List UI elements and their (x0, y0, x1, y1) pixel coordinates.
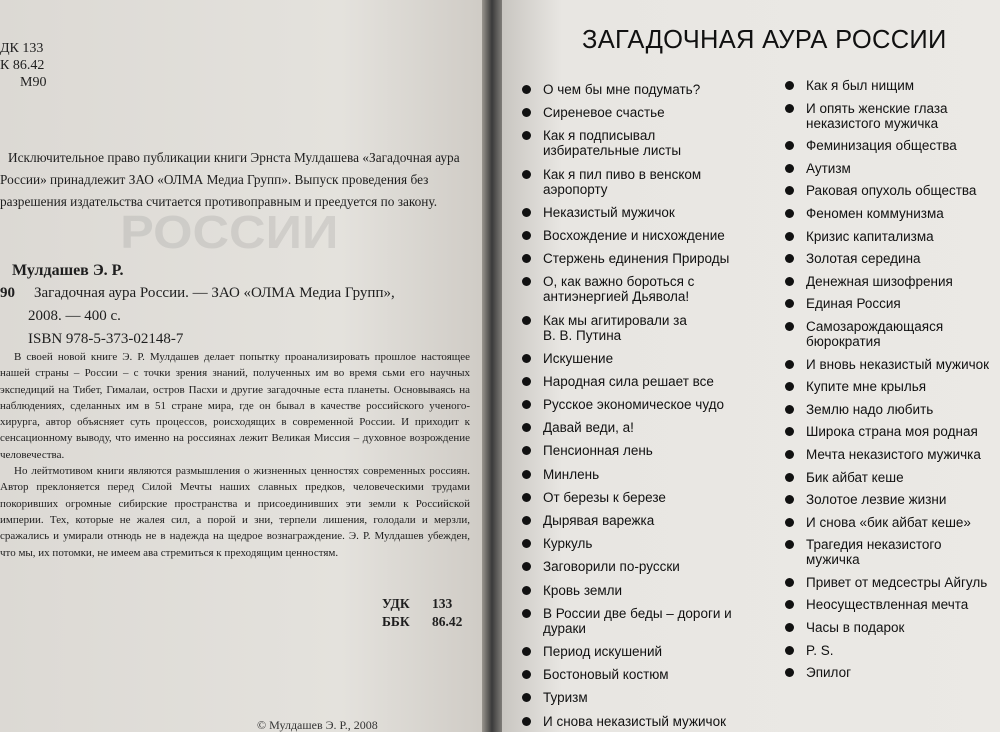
contents-item (782, 447, 998, 462)
contents-item-label: Сиреневое счастье (543, 105, 665, 121)
contents-item-label: Землю надо любить (806, 401, 934, 417)
udk-line: ДК 133 (0, 41, 44, 56)
contents-item-label: Бик айбат кеше (806, 469, 904, 485)
contents-item (782, 274, 998, 289)
contents-item-label: Искушение (543, 350, 614, 366)
contents-item (782, 319, 998, 349)
contents-item-label: Стержень единения Природы (543, 251, 730, 267)
contents-item (782, 357, 998, 372)
bullet-icon (785, 540, 794, 549)
bullet-icon (785, 646, 794, 655)
contents-item (782, 620, 998, 635)
contents-item (519, 714, 781, 729)
contents-item-label: Часы в подарок (806, 620, 905, 636)
catalog-year-pages: 2008. — 400 с. (28, 308, 121, 324)
bullet-icon (522, 670, 531, 679)
contents-item-label: Народная сила решает все (543, 373, 714, 389)
contents-item (519, 559, 781, 574)
bullet-icon (785, 600, 794, 609)
bullet-icon (785, 518, 794, 527)
contents-item-label: Эпилог (806, 665, 852, 681)
contents-item (782, 597, 998, 612)
contents-item-label: Кризис капитализма (806, 228, 934, 244)
contents-item (782, 470, 998, 485)
bullet-icon (522, 470, 531, 479)
contents-item-label: Период искушений (543, 643, 663, 659)
contents-column-left (519, 82, 781, 732)
contents-item-label: Минлень (543, 466, 600, 482)
bullet-icon (785, 277, 794, 286)
annotation-paragraph: Но лейтмотивом книги являются размышления о жизненных ценностях современных россиян. Автор преклоняется перед Силой Мечты наших славных предков, человеческими трудами покоривших огромные сибирские пространства и присоединивших эти земли к Российской империи. Тех, которые не жалея сил, а порой и зни, терпели лишения, голодали и мерзли, сражались и умирали отнюдь не в надежда на щедрое вознаграждение. Э. Р. Мулдашев убежден, что мы, их потомки, не имеем ава стремиться к преходящим ценностям. (0, 465, 470, 559)
bullet-icon (522, 208, 531, 217)
contents-item (782, 424, 998, 439)
contents-item-label: Дырявая варежка (543, 513, 655, 528)
contents-item-label: Русское экономическое чудо (543, 397, 725, 413)
bullet-icon (522, 108, 531, 117)
bullet-icon (785, 322, 794, 331)
contents-item-label: Самозарождающаяся бюрократия (806, 318, 944, 349)
bullet-icon (522, 647, 531, 656)
bullet-icon (785, 668, 794, 677)
contents-item-label: О чем бы мне подумать? (543, 82, 701, 97)
contents-item (519, 128, 781, 158)
bbk-label: ББК (382, 614, 410, 629)
bullet-icon (785, 254, 794, 263)
contents-item-label: P. S. (806, 642, 834, 658)
bullet-icon (785, 450, 794, 459)
contents-item (782, 251, 998, 266)
contents-item (782, 643, 998, 658)
bullet-icon (785, 382, 794, 391)
contents-item (519, 82, 781, 97)
contents-item (782, 78, 998, 93)
contents-item (519, 667, 781, 682)
contents-item (519, 167, 781, 197)
bullet-icon (785, 623, 794, 632)
contents-item (519, 513, 781, 528)
contents-item-label: Как я подписывал избирательные листы (543, 128, 682, 159)
contents-item (519, 536, 781, 551)
contents-column-right (782, 78, 998, 688)
left-page (0, 0, 487, 732)
contents-item (519, 313, 781, 343)
bullet-icon (522, 377, 531, 386)
bullet-icon (785, 473, 794, 482)
catalog-author: Мулдашев Э. Р. (12, 262, 124, 279)
udk-block-top (0, 40, 46, 91)
bullet-icon (785, 578, 794, 587)
contents-item-label: И снова неказистый мужичок (543, 713, 726, 729)
bullet-icon (522, 693, 531, 702)
bullet-icon (522, 539, 531, 548)
contents-item-label: Куркуль (543, 536, 593, 552)
contents-item (782, 575, 998, 590)
contents-item (782, 379, 998, 394)
catalog-title-line (0, 282, 395, 305)
bullet-icon (522, 131, 531, 140)
bullet-icon (522, 170, 531, 179)
contents-item (519, 644, 781, 659)
bullet-icon (522, 316, 531, 325)
contents-item-label: И опять женские глаза неказистого мужичка (806, 100, 948, 131)
bullet-icon (785, 141, 794, 150)
bullet-icon (785, 186, 794, 195)
bbk-value: 86.42 (432, 614, 463, 629)
bullet-icon (522, 254, 531, 263)
contents-item (519, 274, 781, 304)
bullet-icon (522, 717, 531, 726)
bullet-icon (785, 360, 794, 369)
contents-item (782, 537, 998, 567)
contents-item-label: Широка страна моя родная (806, 424, 978, 440)
contents-item (782, 515, 998, 530)
bullet-icon (522, 400, 531, 409)
bullet-icon (522, 423, 531, 432)
contents-item-label: Неказистый мужичок (543, 204, 675, 220)
bullet-icon (522, 609, 531, 618)
bullet-icon (785, 232, 794, 241)
bullet-icon (522, 493, 531, 502)
udk-block-bottom (382, 595, 482, 631)
contents-item-label: Неосуществленная мечта (806, 597, 969, 613)
contents-item (782, 296, 998, 311)
contents-item-label: Феминизация общества (806, 138, 957, 154)
bullet-icon (522, 586, 531, 595)
contents-item-label: В России две беды – дороги и дураки (543, 605, 732, 636)
contents-item (519, 374, 781, 389)
copyright-line: © Мулдашев Э. Р., 2008 (257, 718, 378, 732)
contents-item (519, 606, 781, 636)
contents-item-label: Заговорили по-русски (543, 559, 680, 575)
bullet-icon (785, 405, 794, 414)
contents-item (519, 205, 781, 220)
contents-item (782, 402, 998, 417)
contents-item-label: Давай веди, а! (543, 420, 634, 436)
bullet-icon (522, 446, 531, 455)
contents-item (519, 105, 781, 120)
contents-item (519, 228, 781, 243)
bbk-line: К 86.42 (0, 58, 45, 73)
bullet-icon (785, 164, 794, 173)
contents-item-label: Привет от медсестры Айгуль (806, 574, 988, 590)
contents-item (782, 101, 998, 131)
right-page (502, 0, 1000, 732)
udk-value: 133 (432, 596, 453, 611)
catalog-record (0, 282, 395, 351)
contents-item-label: Как я был нищим (806, 78, 915, 93)
contents-item (782, 492, 998, 507)
contents-item (519, 420, 781, 435)
contents-item-label: Золотое лезвие жизни (806, 492, 947, 508)
contents-item-label: Купите мне крылья (806, 379, 927, 395)
contents-item-label: Единая Россия (806, 296, 901, 312)
bullet-icon (522, 516, 531, 525)
contents-item (519, 397, 781, 412)
ghost-bleedthrough-text: РОССИИ (120, 206, 339, 258)
bullet-icon (522, 277, 531, 286)
contents-item-label: Раковая опухоль общества (806, 183, 977, 199)
contents-item-label: Как я пил пиво в венском аэропорту (543, 166, 702, 197)
bullet-icon (785, 495, 794, 504)
bullet-icon (785, 81, 794, 90)
contents-item (519, 490, 781, 505)
bullet-icon (522, 354, 531, 363)
contents-item (519, 351, 781, 366)
bullet-icon (785, 299, 794, 308)
contents-item-label: Бостоновый костюм (543, 667, 669, 683)
contents-item-label: Пенсионная лень (543, 443, 653, 459)
contents-item (519, 583, 781, 598)
bullet-icon (522, 231, 531, 240)
contents-item-label: И вновь неказистый мужичок (806, 356, 990, 372)
contents-item (519, 690, 781, 705)
contents-item-label: Трагедия неказистого мужичка (806, 537, 942, 568)
contents-item (782, 229, 998, 244)
book-gutter (482, 0, 504, 732)
book-annotation (0, 349, 470, 561)
contents-item (782, 183, 998, 198)
rights-notice: Исключительное право публикации книги Эрнста Мулдашева «Загадочная аура России» принадлежит ЗАО «ОЛМА Медиа Групп». Выпуск проведения без разрешения издательства считается противоправным и преедуется по закону. (0, 150, 460, 209)
contents-item-label: И снова «бик айбат кеше» (806, 514, 971, 530)
contents-item (782, 206, 998, 221)
contents-item-label: О, как важно бороться с антиэнергией Дьявола! (543, 274, 695, 305)
udk-label: УДК (382, 596, 410, 611)
contents-item-label: Мечта неказистого мужичка (806, 446, 981, 462)
author-mark-line: М90 (20, 75, 47, 90)
contents-item-label: Аутизм (806, 160, 851, 176)
page-title: ЗАГАДОЧНАЯ АУРА РОССИИ (582, 26, 947, 54)
contents-item (782, 138, 998, 153)
contents-item-label: От березы к березе (543, 489, 666, 505)
author-code: 90 (0, 285, 15, 301)
contents-item (519, 467, 781, 482)
contents-item (782, 161, 998, 176)
bullet-icon (785, 104, 794, 113)
contents-item (519, 443, 781, 458)
contents-item-label: Золотая середина (806, 251, 921, 267)
contents-item-label: Феномен коммунизма (806, 205, 944, 221)
annotation-paragraph: В своей новой книге Э. Р. Мулдашев делает попытку проанализировать прошлое настоящее нашей страны – России – с точки зрения знаний, полученных им во время сьми его научных экспедиций на Тибет, Гималаи, остров Пасхи и другие загадочные еста планеты. Основываясь на наблюдениях, сделанных им в 51 стране мира, где он бывал в качестве российского ученого-хирурга, автор объясняет суть процессов, роисходящих в современной России. И приходит к сенсационному выводу, что именно на россиянах лежит Великая Миссия – духовное возрождение человечества. (0, 351, 470, 461)
contents-item (782, 665, 998, 680)
bullet-icon (785, 209, 794, 218)
contents-item-label: Как мы агитировали за В. В. Путина (543, 312, 687, 343)
contents-item-label: Денежная шизофрения (806, 273, 953, 289)
catalog-title: Загадочная аура России. — ЗАО «ОЛМА Медиа Групп», (34, 285, 395, 301)
contents-item-label: Восхождение и нисхождение (543, 227, 725, 243)
bullet-icon (522, 85, 531, 94)
contents-item-label: Туризм (543, 690, 588, 706)
contents-item-label: Кровь земли (543, 582, 623, 598)
catalog-isbn: ISBN 978-5-373-02148-7 (28, 331, 184, 347)
contents-item (519, 251, 781, 266)
bullet-icon (785, 427, 794, 436)
bullet-icon (522, 562, 531, 571)
